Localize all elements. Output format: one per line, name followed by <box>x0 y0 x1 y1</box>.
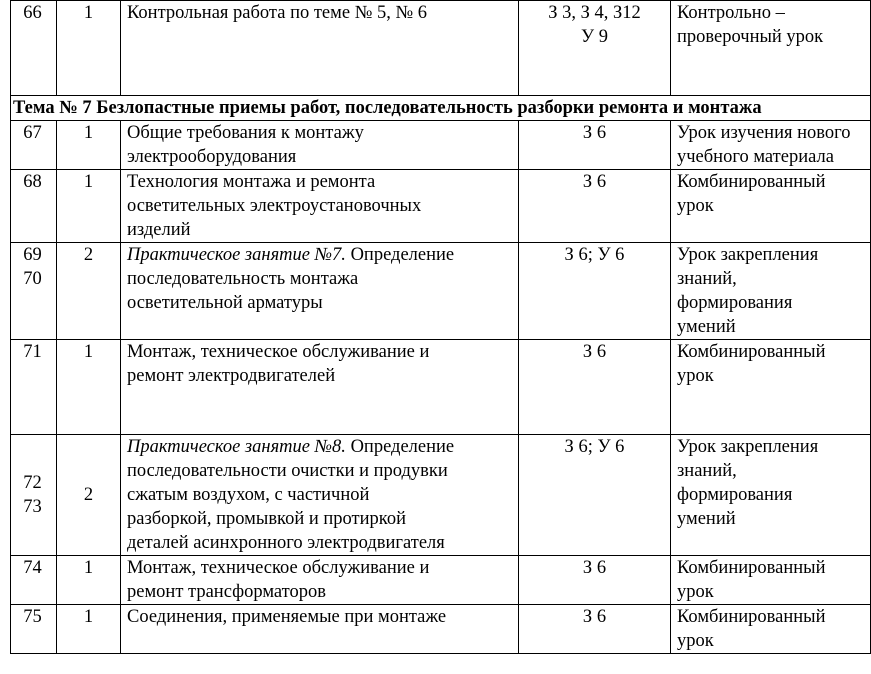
lesson-hours: 1 <box>57 556 121 605</box>
lesson-number: 71 <box>11 340 57 435</box>
lesson-title: Монтаж, техническое обслуживание и ремонт трансформаторов <box>121 556 519 605</box>
table-row <box>11 1 871 96</box>
lesson-codes: З 6 <box>519 121 671 170</box>
lesson-codes: З 6 <box>519 340 671 435</box>
lesson-hours: 2 <box>57 435 121 556</box>
lesson-title: Общие требования к монтажу электрооборудования <box>121 121 519 170</box>
lesson-type: Комбинированный урок <box>671 170 871 243</box>
lesson-hours: 1 <box>57 1 121 96</box>
lesson-codes: З 6 <box>519 605 671 654</box>
topic-row <box>11 96 871 121</box>
table-row <box>11 556 871 605</box>
table-row <box>11 170 871 243</box>
table-row <box>11 340 871 435</box>
lesson-hours: 2 <box>57 243 121 340</box>
lesson-type: Урок закрепления знаний, формирования умений <box>671 435 871 556</box>
lesson-type: Урок закрепления знаний, формирования умений <box>671 243 871 340</box>
lesson-codes: З 6 <box>519 556 671 605</box>
lesson-title: Соединения, применяемые при монтаже <box>121 605 519 654</box>
lesson-type: Урок изучения нового учебного материала <box>671 121 871 170</box>
table-row <box>11 243 871 340</box>
lesson-number: 67 <box>11 121 57 170</box>
lesson-title: Практическое занятие №8. Определение последовательности очистки и продувки сжатым воздухом, с частичной разборкой, промывкой и протиркой деталей асинхронного электродвигателя <box>121 435 519 556</box>
lesson-number: 68 <box>11 170 57 243</box>
lesson-hours: 1 <box>57 170 121 243</box>
lesson-title: Технология монтажа и ремонта осветительных электроустановочных изделий <box>121 170 519 243</box>
lesson-title: Контрольная работа по теме № 5, № 6 <box>121 1 519 96</box>
lesson-plan-table <box>10 0 871 654</box>
lesson-type: Контрольно – проверочный урок <box>671 1 871 96</box>
lesson-title: Монтаж, техническое обслуживание и ремонт электродвигателей <box>121 340 519 435</box>
topic-heading: Тема № 7 Безлопастные приемы работ, последовательность разборки ремонта и монтажа <box>11 96 871 121</box>
table-row <box>11 435 871 556</box>
lesson-hours: 1 <box>57 340 121 435</box>
lesson-codes: З 6; У 6 <box>519 243 671 340</box>
table-row <box>11 605 871 654</box>
lesson-hours: 1 <box>57 121 121 170</box>
lesson-number: 72 73 <box>11 435 57 556</box>
practical-label: Практическое занятие №8. <box>127 437 346 457</box>
lesson-codes: З 3, З 4, З12 У 9 <box>519 1 671 96</box>
practical-label: Практическое занятие №7. <box>127 245 346 265</box>
lesson-hours: 1 <box>57 605 121 654</box>
lesson-number: 75 <box>11 605 57 654</box>
lesson-codes: З 6 <box>519 170 671 243</box>
lesson-codes: З 6; У 6 <box>519 435 671 556</box>
lesson-type: Комбинированный урок <box>671 556 871 605</box>
table-row <box>11 121 871 170</box>
lesson-number: 69 70 <box>11 243 57 340</box>
lesson-number: 74 <box>11 556 57 605</box>
lesson-type: Комбинированный урок <box>671 605 871 654</box>
lesson-title: Практическое занятие №7. Определение последовательность монтажа осветительной арматуры <box>121 243 519 340</box>
lesson-type: Комбинированный урок <box>671 340 871 435</box>
lesson-number: 66 <box>11 1 57 96</box>
